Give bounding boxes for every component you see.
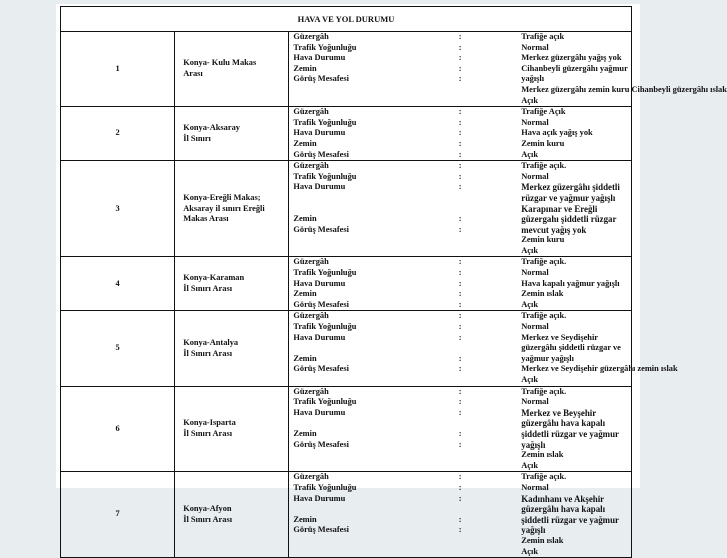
field-values (517, 257, 631, 311)
field-label: Zemin (293, 214, 317, 224)
route-name-line: Aksaray il sınırı Ereğli (183, 203, 265, 213)
field-value: Açık (521, 149, 538, 159)
field-value: Hava kapalı yağmur yağışlı (521, 278, 620, 288)
field-value: Normal (521, 482, 549, 492)
field-label: Trafik Yoğunluğu (293, 268, 357, 278)
route-name (175, 472, 289, 558)
field-value: Zemin kuru (521, 138, 565, 148)
row-number: 7 (61, 472, 175, 558)
colon-separator: : (458, 364, 462, 374)
field-value: Hava açık yağış yok (521, 128, 593, 138)
field-value: Normal (521, 397, 549, 407)
field-separators (403, 311, 517, 386)
colon-separator: : (458, 386, 462, 396)
table-title: HAVA VE YOL DURUMU (61, 7, 632, 32)
field-separators (403, 257, 517, 311)
route-name-line: Arası (183, 69, 203, 79)
field-label: Trafik Yoğunluğu (293, 42, 357, 52)
field-label: Görüş Mesafesi (293, 74, 349, 84)
table-row (61, 311, 632, 386)
row-number: 4 (61, 257, 175, 311)
field-label: Görüş Mesafesi (293, 525, 349, 535)
table-row (61, 107, 632, 161)
route-name-line: Konya-Karaman (183, 273, 245, 283)
field-labels (289, 472, 403, 558)
field-value: Normal (521, 171, 549, 181)
field-labels (289, 257, 403, 311)
field-label: Görüş Mesafesi (293, 149, 349, 159)
colon-separator: : (458, 182, 462, 192)
field-value: Trafiğe açık. (521, 386, 567, 396)
colon-separator: : (458, 74, 462, 84)
field-value: Trafiğe açık. (521, 257, 567, 267)
route-name-line: Konya-Ereğli Makas; (183, 192, 261, 202)
route-name (175, 257, 289, 311)
field-value: Açık (521, 546, 538, 556)
field-value: Normal (521, 42, 549, 52)
colon-separator: : (458, 482, 462, 492)
field-label: Trafik Yoğunluğu (293, 117, 357, 127)
table-row (61, 386, 632, 472)
colon-separator: : (458, 107, 462, 117)
field-separators (403, 161, 517, 257)
colon-separator: : (458, 493, 462, 503)
field-value: Merkez ve Seydişehir güzergâhı şiddetli rüzgar ve yağmur yağışlı (521, 332, 621, 363)
colon-separator: : (458, 289, 462, 299)
field-value: Merkez ve Seydişehir güzergâhı zemin ıslak (521, 364, 678, 374)
field-value: Zemin ıslak (521, 535, 564, 545)
colon-separator: : (458, 138, 462, 148)
colon-separator: : (458, 161, 462, 171)
field-label: Görüş Mesafesi (293, 224, 349, 234)
field-label: Güzergâh (293, 32, 329, 41)
table-row (61, 32, 632, 107)
field-values (517, 161, 631, 257)
colon-separator: : (458, 332, 462, 342)
field-values (517, 32, 727, 107)
route-name (175, 32, 289, 107)
colon-separator: : (458, 42, 462, 52)
colon-separator: : (458, 439, 462, 449)
colon-separator: : (458, 514, 462, 524)
field-label: Güzergâh (293, 257, 329, 267)
field-value: Zemin ıslak (521, 289, 564, 299)
field-label: Trafik Yoğunluğu (293, 482, 357, 492)
field-value: Zemin ıslak (521, 450, 564, 460)
field-value: Trafiğe açık (521, 32, 565, 41)
colon-separator: : (458, 149, 462, 159)
colon-separator: : (458, 224, 462, 234)
field-label: Zemin (293, 428, 317, 438)
colon-separator: : (458, 353, 462, 363)
route-name-line: İl Sınırı Arası (183, 514, 233, 524)
field-label: Zemin (293, 289, 317, 299)
field-labels (289, 32, 403, 107)
field-value: Trafiğe açık. (521, 311, 567, 321)
field-label: Hava Durumu (293, 407, 346, 417)
field-label: Zemin (293, 353, 317, 363)
colon-separator: : (458, 472, 462, 482)
route-name-line: Konya- Kulu Makas (183, 58, 257, 68)
field-value: Merkez güzergâhı yağış yok Cihanbeyli güzergâhı yağmur yağışlı (521, 53, 628, 84)
table-row (61, 257, 632, 311)
field-label: Güzergâh (293, 311, 329, 321)
colon-separator: : (458, 53, 462, 63)
field-label: Hava Durumu (293, 53, 346, 63)
field-value: Trafiğe açık. (521, 161, 567, 171)
field-value: Açık (521, 460, 538, 470)
route-name-line: Konya-Aksaray (183, 123, 240, 133)
row-number: 5 (61, 311, 175, 386)
route-name-line: İl Sınırı Arası (183, 283, 233, 293)
field-label: Görüş Mesafesi (293, 364, 349, 374)
table-body (61, 32, 727, 558)
field-value: Normal (521, 322, 549, 332)
route-name-line: Konya-Antalya (183, 337, 239, 347)
field-label: Güzergâh (293, 386, 329, 396)
route-name-line: İl Sınırı Arası (183, 348, 233, 358)
field-label: Trafik Yoğunluğu (293, 171, 357, 181)
table-row (61, 472, 632, 558)
field-value: Zemin kuru (521, 235, 565, 245)
route-name (175, 107, 289, 161)
field-label: Hava Durumu (293, 182, 346, 192)
field-value: Açık (521, 95, 538, 105)
route-name-line: İl Sınırı (183, 133, 211, 143)
document-page (56, 4, 727, 556)
field-value: Normal (521, 117, 549, 127)
field-label: Hava Durumu (293, 278, 346, 288)
field-separators (403, 107, 517, 161)
colon-separator: : (458, 257, 462, 267)
field-separators (403, 32, 517, 107)
table-header-row (61, 7, 632, 32)
field-label: Zemin (293, 514, 317, 524)
field-separators (403, 386, 517, 472)
field-labels (289, 161, 403, 257)
field-value: Kadınhanı ve Akşehir güzergâhı hava kapalı şiddetli rüzgar ve yağmur yağışlı (521, 493, 619, 536)
table-row (61, 161, 632, 257)
route-name-line: İl Sınırı Arası (183, 428, 233, 438)
field-value: Açık (521, 299, 538, 309)
field-value: Trafiğe açık. (521, 472, 567, 482)
route-name (175, 161, 289, 257)
colon-separator: : (458, 397, 462, 407)
colon-separator: : (458, 117, 462, 127)
row-number: 2 (61, 107, 175, 161)
route-name (175, 311, 289, 386)
colon-separator: : (458, 311, 462, 321)
row-number: 3 (61, 161, 175, 257)
field-label: Zemin (293, 138, 317, 148)
field-value: Açık (521, 375, 538, 384)
colon-separator: : (458, 214, 462, 224)
field-label: Hava Durumu (293, 128, 346, 138)
field-label: Trafik Yoğunluğu (293, 322, 357, 332)
field-separators (403, 472, 517, 558)
field-label: Hava Durumu (293, 332, 346, 342)
field-values (517, 107, 631, 161)
colon-separator: : (458, 322, 462, 332)
field-label: Zemin (293, 63, 317, 73)
colon-separator: : (458, 63, 462, 73)
field-label: Güzergâh (293, 472, 329, 482)
colon-separator: : (458, 128, 462, 138)
colon-separator: : (458, 171, 462, 181)
field-value: Merkez güzergâhı şiddetli rüzgar ve yağmur yağışlı Karapınar ve Ereğli güzergahı şiddetli rüzgar mevcut yağış yok (521, 182, 620, 235)
field-value: Trafiğe Açık (521, 107, 566, 117)
field-labels (289, 386, 403, 472)
field-value: Merkez güzergâhı zemin kuru Cihanbeyli güzergâhı ıslak (521, 84, 727, 94)
field-label: Güzergâh (293, 107, 329, 117)
field-label: Trafik Yoğunluğu (293, 397, 357, 407)
field-value: Merkez ve Beyşehir güzergâhı hava kapalı şiddetli rüzgar ve yağmur yağışlı (521, 407, 619, 450)
field-labels (289, 311, 403, 386)
field-label: Güzergâh (293, 161, 329, 171)
colon-separator: : (458, 407, 462, 417)
field-labels (289, 107, 403, 161)
field-value: Açık (521, 245, 538, 255)
row-number: 1 (61, 32, 175, 107)
field-label: Hava Durumu (293, 493, 346, 503)
colon-separator: : (458, 278, 462, 288)
colon-separator: : (458, 299, 462, 309)
field-values (517, 311, 678, 386)
colon-separator: : (458, 525, 462, 535)
route-name-line: Makas Arası (183, 214, 229, 224)
route-name-line: Konya-Isparta (183, 418, 236, 428)
field-values (517, 472, 631, 558)
field-values (517, 386, 631, 472)
field-label: Görüş Mesafesi (293, 439, 349, 449)
colon-separator: : (458, 268, 462, 278)
route-name (175, 386, 289, 472)
colon-separator: : (458, 32, 462, 41)
road-weather-table (60, 6, 727, 558)
route-name-line: Konya-Afyon (183, 504, 232, 514)
field-value: Normal (521, 268, 549, 278)
colon-separator: : (458, 428, 462, 438)
row-number: 6 (61, 386, 175, 472)
field-label: Görüş Mesafesi (293, 299, 349, 309)
